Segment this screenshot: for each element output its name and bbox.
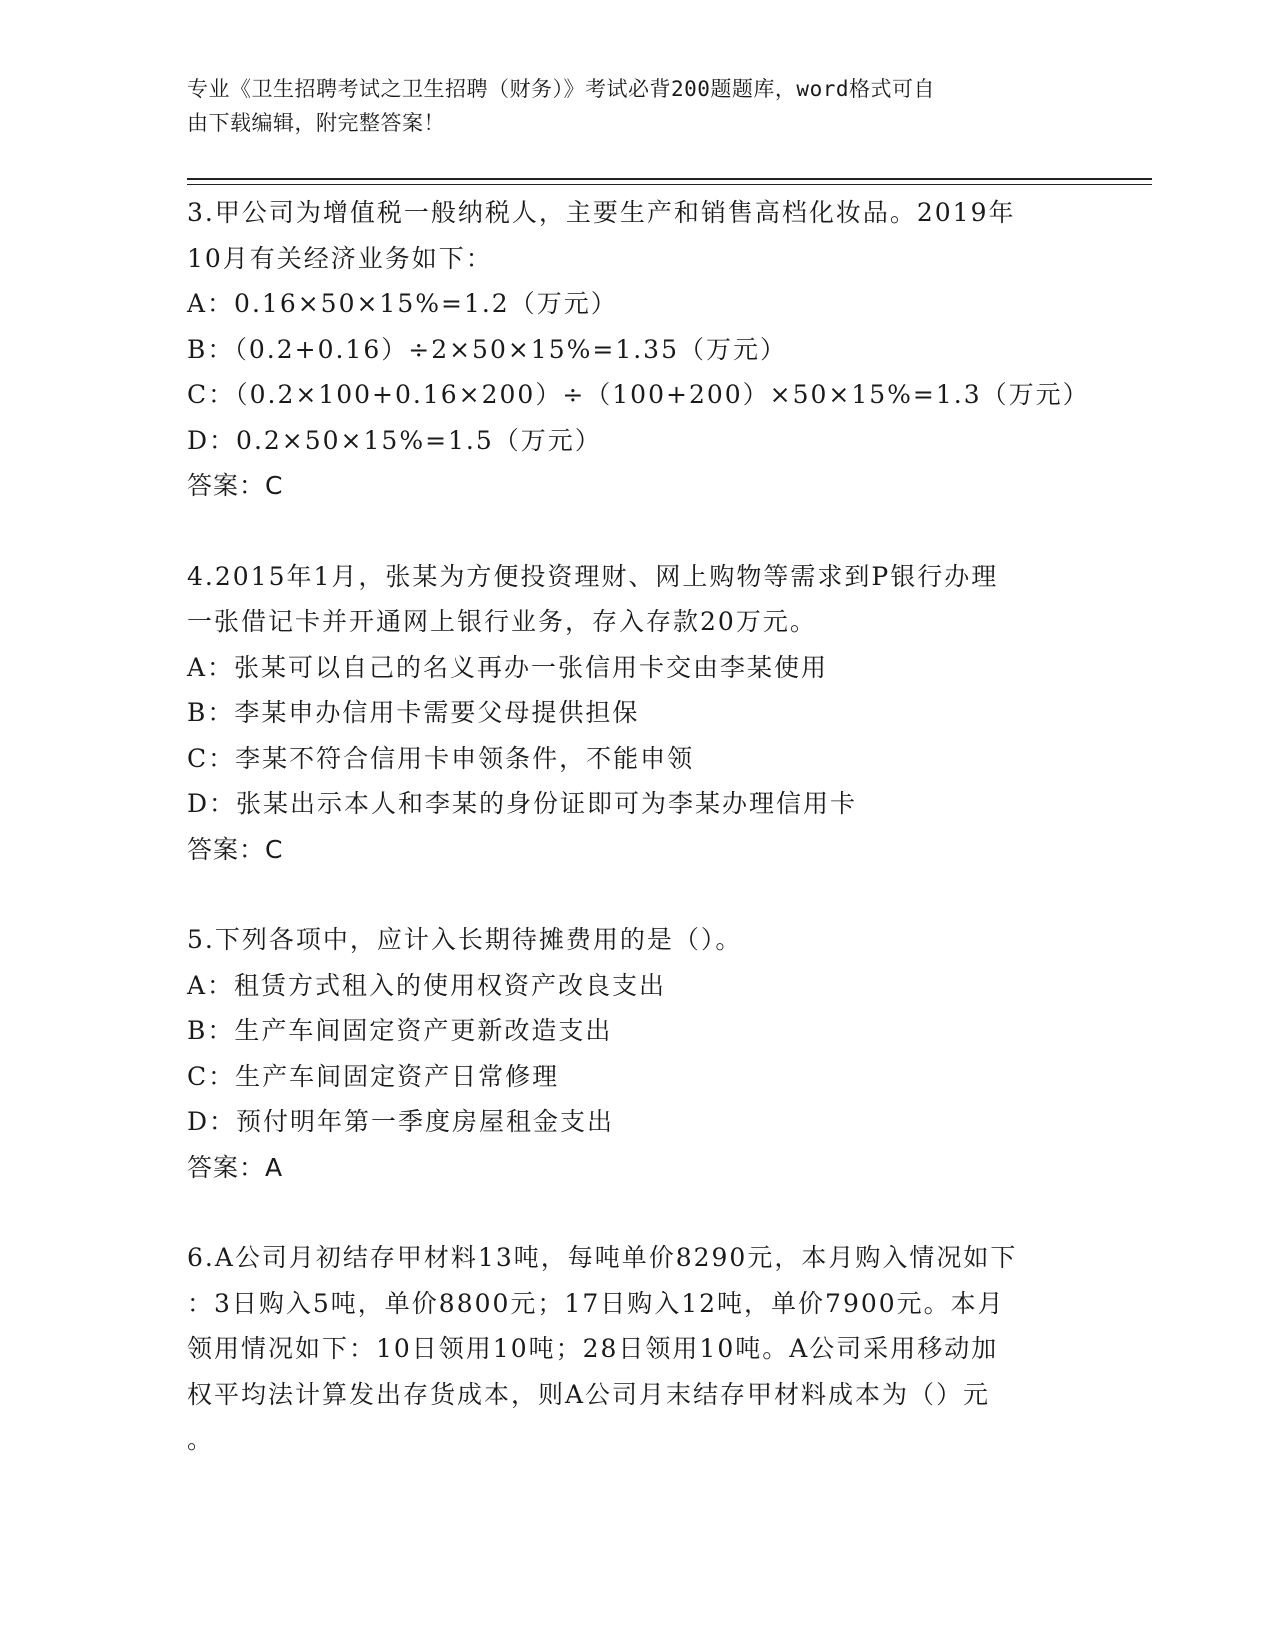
header-rule-thin	[187, 184, 1152, 185]
question-item	[187, 554, 1087, 873]
option-d: D：张某出示本人和李某的身份证即可为李某办理信用卡	[187, 789, 858, 818]
option-c: C：生产车间固定资产日常修理	[187, 1061, 560, 1091]
question-spacer	[187, 1190, 1087, 1235]
answer-line: 答案：A	[187, 1152, 284, 1182]
question-stem-line: 6.A公司月初结存甲材料13吨，每吨单价8290元，本月购入情况如下	[187, 1243, 1018, 1272]
header-line: 由下载编辑，附完整答案！	[187, 111, 445, 135]
option-a: A：租赁方式租入的使用权资产改良支出	[187, 970, 667, 1000]
option-b: B：生产车间固定资产更新改造支出	[187, 1016, 613, 1045]
question-list	[187, 190, 1090, 1463]
document-header	[187, 72, 1067, 140]
option-c: C：李某不符合信用卡申领条件，不能申领	[187, 743, 695, 773]
question-stem-line: ：3日购入5吨，单价8800元；17日购入12吨，单价7900元。本月	[187, 1288, 1005, 1318]
question-stem-line: 4.2015年1月，张某为方便投资理财、网上购物等需求到P银行办理	[187, 561, 999, 591]
header-line: 专业《卫生招聘考试之卫生招聘（财务）》考试必背200题题库，word格式可自	[187, 77, 935, 101]
question-stem-line: 3.甲公司为增值税一般纳税人，主要生产和销售高档化妆品。2019年	[187, 198, 1016, 227]
question-item	[187, 917, 1087, 1190]
question-stem-line: 。	[187, 1425, 215, 1454]
question-stem-line: 5.下列各项中，应计入长期待摊费用的是（）。	[187, 925, 743, 954]
option-d: D：0.2×50×15%=1.5（万元）	[187, 425, 602, 455]
question-stem-line: 领用情况如下：10日领用10吨；28日领用10吨。A公司采用移动加	[187, 1334, 999, 1363]
question-item	[187, 190, 1090, 509]
question-spacer	[187, 509, 1087, 554]
answer-line: 答案：C	[187, 471, 284, 500]
header-rule-thick	[187, 178, 1152, 180]
question-stem-line: 一张借记卡并开通网上银行业务，存入存款20万元。	[187, 607, 817, 636]
option-b: B：李某申办信用卡需要父母提供担保	[187, 698, 640, 727]
option-a: A：张某可以自己的名义再办一张信用卡交由李某使用	[187, 652, 829, 682]
option-a: A：0.16×50×15%=1.2（万元）	[187, 289, 618, 318]
question-stem-line: 权平均法计算发出存货成本，则A公司月末结存甲材料成本为（）元	[187, 1379, 991, 1409]
question-spacer	[187, 872, 1087, 917]
answer-line: 答案：C	[187, 834, 284, 864]
question-stem-line: 10月有关经济业务如下：	[187, 243, 493, 273]
option-d: D：预付明年第一季度房屋租金支出	[187, 1107, 615, 1136]
option-c: C：（0.2×100+0.16×200）÷（100+200）×50×15%=1.3（万元）	[187, 380, 1090, 409]
option-b: B：（0.2+0.16）÷2×50×15%=1.35（万元）	[187, 334, 787, 364]
question-item	[187, 1235, 1087, 1463]
